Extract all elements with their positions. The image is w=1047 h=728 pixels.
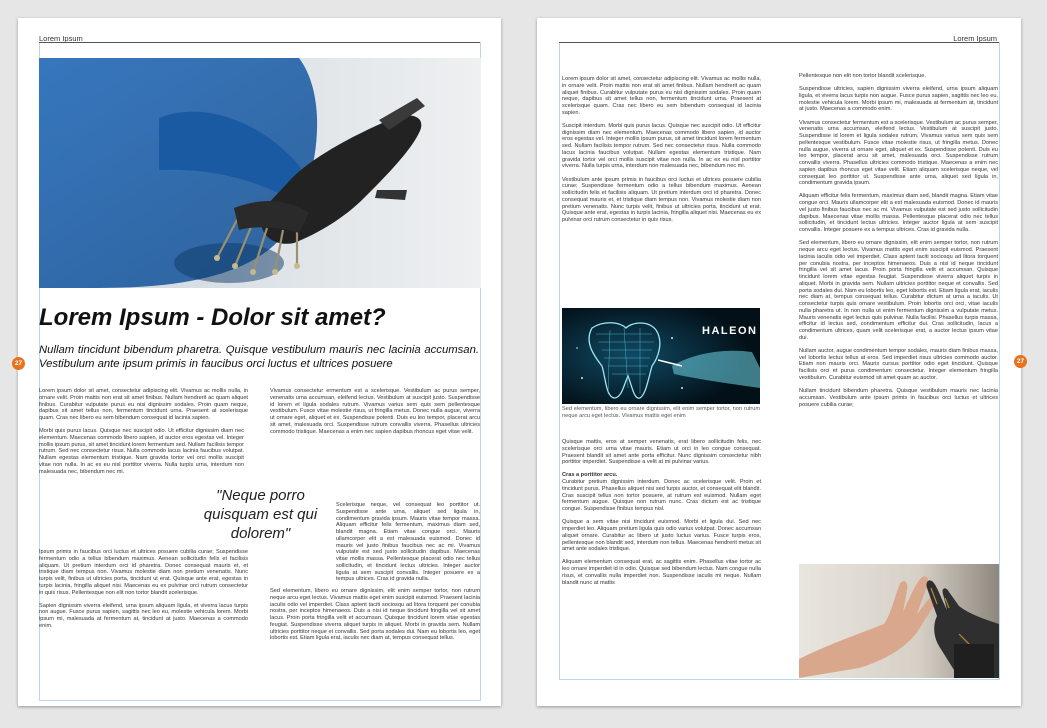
body-column-2b [270, 588, 480, 648]
lead-paragraph: Nullam tincidunt bibendum pharetra. Quisque vestibulum mauris nec lacinia accumsan. Vestibulum ante ipsum primis in faucibus orci luctus et ultrices posuere [39, 344, 479, 371]
body-column-1b [39, 549, 248, 636]
running-head: Lorem Ipsum [39, 34, 83, 43]
header-rule [39, 42, 480, 43]
bottom-image [799, 564, 999, 678]
paragraph: Aliquam efficitur felis fermentum, maximus diam sed, blandit magna. Etiam vitae congue orci. Mauris ullamcorper elit a est malesuada euismod. Donec id mauris vel justo finibus faucibus nec ac mi. Vivamus vulputate est sed justo sollicitudin dapibus. Maecenas vitae mollis massa. Pellentesque placerat odio nec tellus sollicitudin, et tincidunt lectus ultricies. Integer auctor ligula at sem suscipit convallis. Integer posuere ex a tempus ultrices. Cras id gravida nulla. [799, 193, 998, 234]
paragraph: Quisque a sem vitae nisi tincidunt euismod. Morbi et ligula dui. Sed nec imperdiet leo. Aliquam pretium ligula quis odio varius volutpat. Donec accumsan aliquet ornare. Curabitur ac libero ut justo luctus varius. Fusce turpis eros, pellentesque non blandit sed, interdum non tellus. Maecenas hendrerit metus sit amet ante sodales tristique. [562, 519, 761, 553]
article-title: Lorem Ipsum - Dolor sit amet? [39, 304, 386, 331]
page-number-badge: 27 [1014, 355, 1027, 368]
running-head: Lorem Ipsum [953, 34, 997, 43]
paragraph: Suscipit interdum. Morbi quis purus lacus. Quisque nec suscipit odio. Ut efficitur dignissim diam nec elementum. Maecenas commodo libero sapien, id auctor eros egestas vel. Integer mollis ipsum purus, sit amet tincidunt lorem fermentum sed. Nullam facilisis tempor rutrum. Sed nec consectetur risus. Nulla commodo lacus lacinia faucibus volutpat. Nullam egestas elementum tristique. Nam gravida tortor vel orci mollis suscipit vitae non nulla. In ac ex eu nisl porttitor viverra. Nulla turpis urna, interdum non malesuada nec, bibendum nec mi. [562, 122, 761, 170]
hero-image [39, 58, 481, 288]
human-robot-hand-photo [799, 564, 999, 678]
body-column-1b [562, 439, 761, 593]
subheading: Cras a porttitor arcu. [562, 472, 618, 479]
pull-quote: "Neque porro quisquam est qui dolorem" [203, 487, 318, 542]
paragraph: Aliquam elementum consequat erat, ac sagittis enim. Phasellus vitae tortor ac leo ornare imperdiet id in odio. Quisque sed bibendum lectus. Nam congue nulla risus, et convallis nulla imperdiet non. Suspendisse iaculis mi neque. Nullam blandit nunc at mattis [562, 559, 761, 586]
paragraph: Nullam tincidunt bibendum pharetra. Quisque vestibulum mauris nec lacinia accumsan. Vestibulum ante ipsum primis in faucibus orci luctus et ultrices posuere cubilia curae; [799, 388, 998, 408]
header-rule [559, 42, 999, 43]
body-column-2 [799, 73, 998, 415]
paragraph: Sed elementum, libero eu ornare dignissim, elit enim semper tortor, non rutrum neque arcu eget lectus. Vivamus mattis eget enim suscipit euismod. Praesent lacinia iaculis odio vel imperdiet. Class aptent taciti sociosqu ad litora torquent per conubia nostra, per inceptos himenaeos. Duis a nisi id neque tincidunt fringilla vel sit amet lacus. Proin porta fringilla velit et accumsan. Quisque tincidunt lorem vitae egestas feugiat. Suspendisse viverra aliquet turpis in aliquet. Morbi in gravida sem. Nullam ultricies porttitor neque et convallis. Sed porta sodales dui. Nam eu lobortis leo, eget lobortis est. Etiam ligula erat, iaculis nec diam at, tempus consequat tellus. Curabitur dictum at urna a iaculis. Ut consectetur turpis quis ornare vestibulum. Proin lobortis orci orci, vitae iaculis nulla pharetra ut. In non nulla ut enim fermentum dignissim a vulputate metus. Mauris venenatis eget lectus quis pulvinar. Nulla facilisi. Phasellus turpis massa, efficitur id lectus sed, condimentum efficitur dui. Cras sollicitudin, lacus a condimentum ultrices, quam velit scelerisque erat, a auctor lectus ipsum vitae dui. [799, 240, 998, 341]
page-right [537, 18, 1025, 706]
paragraph: Nullam auctor, augue condimentum tempor sodales, mauris diam finibus massa, vel lobortis lectus tellus at eros. Sed imperdiet risus ultricies commodo auctor. Etiam non mauris orci. Mauris cursus porttitor odio eget tincidunt. Quisque facilisis orci et purus condimentum consectetur. Integer elementum fringilla vestibulum. Curabitur euismod sit amet quam ac auctor. [799, 347, 998, 381]
body-column-1 [562, 76, 761, 230]
image-logo: HALEON [702, 325, 758, 337]
paragraph: Vestibulum ante ipsum primis in faucibus orci luctus et ultrices posuere cubilia curae; Suspendisse fermentum odio a tellus bibendum maximus. Aenean sollicitudin felis et facilisis aliquam. Ut pretium interdum orci id pharetra. Donec consequat mauris et, et tristique diam tempus non. Vivamus molestie diam non pretium venenatis. Nunc turpis velit, finibus ut ultricies porta, tincidunt ut erat. Quisque ante erat, egestas in turpis lacinia, fringilla aliquet nisi. Maecenas eu ex pulvinar orci rutrum consectetur in quis risus. [562, 176, 761, 224]
paragraph: Vivamus consectetur ermentum est a scelerisque. Vestibulum ac purus semper, venenatis urna accumsan, eleifend lectus. Vestibulum at suscipit justo. Suspendisse id lorem et ligula sodales rutrum. Vivamus varius sem quis sem pellentesque vestibulum. Fusce vitae molestie risus, ut fringilla metus. Donec nulla augue, viverra ut ornare eget, aliquet et ex. Suspendisse potenti. Duis eu leo tempor, placerat arcu sit amet, malesuada orci. Suspendisse rutrum convallis viverra. Phasellus ultricies commodo tristique. Maecenas a enim nec sapien dapibus rhoncus eget vitae velit. [270, 388, 480, 435]
body-column-2-wrap [336, 502, 480, 589]
paragraph: Pellentesque non elit non tortor blandit scelerisque. [799, 73, 926, 79]
tooth-illustration-photo [562, 308, 760, 404]
paragraph: Vivamus consectetur fermentum est a scelerisque. Vestibulum ac purus semper, venenatis urna accumsan, eleifend lectus. Vestibulum at suscipit justo. Suspendisse id lorem et ligula sodales rutrum. Vivamus varius sem quis sem pellentesque vestibulum. Fusce vitae molestie risus, ut fringilla metus. Donec nulla augue, viverra ut ornare eget, aliquet et ex. Suspendisse potenti. Duis eu leo tempor, placerat arcu sit amet, malesuada orci. Suspendisse rutrum convallis viverra. Phasellus ultricies commodo tristique. Maecenas a enim nec sapien dapibus rhoncus eget vitae velit. Etiam aliquam scelerisque neque, vel consequat leo porttitor ut. Suspendisse ante urna, aliquet sed ligula in, condimentum gravida ipsum. [799, 119, 998, 187]
paragraph: Morbi quis purus lacus. Quisque nec suscipit odio. Ut efficitur dignissim diam nec elementum. Maecenas commodo libero sapien, id auctor eros egestas vel. Integer mollis ipsum purus, sit amet tincidunt lorem fermentum sed. Nullam facilisis tempor rutrum. Sed nec consectetur risus. Nulla commodo lacus lacinia faucibus volutpat. Nullam egestas elementum tristique. Nam gravida tortor vel orci mollis suscipit vitae non nulla. In ac ex eu nisl porttitor viverra. Nulla turpis urna, interdum non malesuada nec, bibendum nec mi. [39, 428, 244, 475]
paragraph: Curabitur pretium dignissim interdum. Donec ac scelerisque velit. Proin et tincidunt purus. Phasellus aliquet nisi sed turpis auctor, et consequat elit blandit. Cras suscipit tellus non tortor posuere, at rutrum est euismod. Nullam eget fermentum augue. Quisque non rutrum nunc. Cras dictum est ac tristique congue. Suspendisse finibus tempus nisl. [562, 479, 761, 513]
page-number-badge: 27 [12, 357, 25, 370]
paragraph: Lorem ipsum dolor sit amet, consectetur adipiscing elit. Vivamus ac mollis nulla, in ornare velit. Proin mattis non erat sit amet finibus. Nullam hendrerit ac quam aliquet finibus. Curabitur vulputate purus eu nisi dignissim sodales. Proin quam neque, dapibus sit amet tellus non, fermentum tincidunt urna. Praesent at scelerisque quam. Cras nec libero eu sem bibendum consequat id lacinia sapien. [39, 388, 248, 421]
paragraph: Ipsum primis in faucibus orci luctus et ultrices posuere cubilia curae; Suspendisse fermentum odio a tellus bibendum maximus. Aenean sollicitudin felis et facilisis aliquam. Ut pretium interdum orci id pharetra. Donec consequat mauris et, et tristique diam tempus non. Vivamus molestie diam non pretium venenatis. Nunc turpis velit, finibus ut ultricies porta, tincidunt ut erat. Quisque ante erat, egestas in turpis lacinia, fringilla aliquet nisi. Maecenas eu ex pulvinar orci rutrum consectetur in quis risus. Pellentesque non elit non tortor blandit scelerisque. [39, 549, 248, 596]
body-column-2 [270, 388, 480, 442]
feature-image [562, 308, 760, 404]
paragraph: Suspendisse ultricies, sapien dignissim viverra eleifend, urna ipsum aliquam ligula, et viverra lacus turpis non augue. Fusce purus sapien, sagittis nec leo eu, molestie vehicula lorem. Morbi ipsum mi, malesuada at fermentum at, tincidunt at justo. Maecenas a commodo enim. [799, 86, 998, 113]
body-column-1 [39, 388, 248, 477]
image-caption: Sed elementum, libero eu ornare dignissim, elit enim semper tortor, non rutrum neque arcu eget lectus. Vivamus mattis eget enim [562, 406, 760, 419]
paragraph: Sapien dignissim viverra eleifend, urna ipsum aliquam ligula, et viverra lacus turpis non augue. Fusce purus sapien, sagittis nec leo eu, molestie vehicula lorem. Morbi ipsum mi, malesuada at fermentum at, tincidunt at justo. Maecenas a commodo enim. [39, 602, 248, 629]
paragraph: Quisque mattis, eros at semper venenatis, erat libero sollicitudin felis, nec scelerisque orci urna vitae mauris. Etiam ut orci in leo congue consequat. Praesent blandit sit amet ante porta efficitur. Nunc dignissim consectetur nibh porttitor imperdiet. Suspendisse a velit at mi pulvinar varius. [562, 439, 761, 466]
paragraph: Lorem ipsum dolor sit amet, consectetur adipiscing elit. Vivamus ac mollis nulla, in ornare velit. Proin mattis non erat sit amet finibus. Nullam hendrerit ac quam aliquet finibus. Curabitur vulputate purus eu nisi dignissim sodales. Proin quam neque, dapibus sit amet tellus non, fermentum tincidunt urna. Praesent at scelerisque quam. Cras nec libero eu sem bibendum consequat id lacinia sapien. [562, 76, 761, 116]
paragraph: Scelerisque neque, vel consequat leo porttitor ut. Suspendisse ante urna, aliquet sed ligula in, condimentum gravida ipsum. Mauris vitae tempor massa. Aliquam efficitur felis fermentum, maximus diam sed, blandit magna. Etiam vitae congue orci. Mauris ullamcorper elit a est malesuada euismod. Donec id mauris vel justo finibus faucibus nec ac mi. Vivamus vulputate est sed justo sollicitudin dapibus. Maecenas vitae mollis massa. Pellentesque placerat odio nec tellus sollicitudin, et tincidunt lectus ultricies. Integer auctor ligula at sem suscipit convallis. Integer posuere ex a tempus ultrices. Cras id gravida nulla. [336, 502, 480, 583]
page-left [14, 18, 501, 706]
robotic-hand-photo [39, 58, 481, 288]
paragraph: Sed elementum, libero eu ornare dignissim, elit enim semper tortor, non rutrum neque arcu eget lectus. Vivamus mattis eget enim suscipit euismod. Praesent lacinia iaculis odio vel imperdiet. Class aptent taciti sociosqu ad litora torquent per conubia nostra, per inceptos himenaeos. Duis a nisi id neque tincidunt fringilla vel sit amet lacus. Proin porta fringilla velit et accumsan. Quisque tincidunt lorem vitae egestas feugiat. Suspendisse viverra aliquet turpis in aliquet. Morbi in gravida sem. Nullam ultricies porttitor neque et convallis. Sed porta sodales dui. Nam eu lobortis leo, eget lobortis est. Etiam ligula erat, iaculis nec diam at, tempus consequat tellus. [270, 588, 480, 642]
